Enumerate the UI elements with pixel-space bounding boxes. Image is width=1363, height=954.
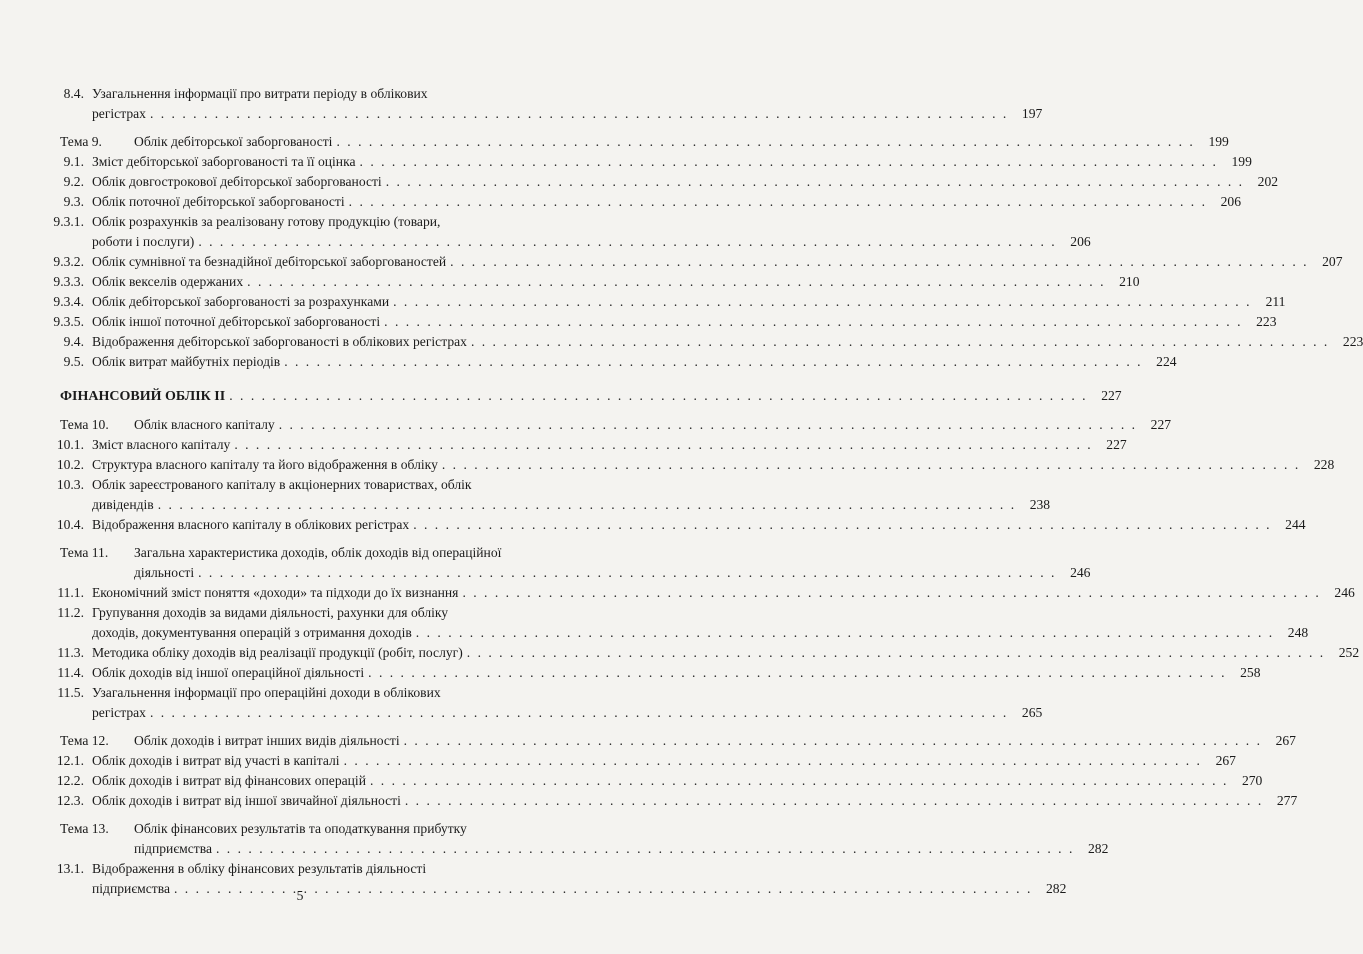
toc-entry-body xyxy=(92,771,1263,791)
toc-page-number: 282 xyxy=(1087,841,1109,856)
toc-entry-last-line xyxy=(134,563,1091,583)
toc-entry-title: діяльності xyxy=(134,565,195,580)
toc-entry xyxy=(0,84,1043,124)
dot-leader xyxy=(471,332,1329,352)
toc-page-number: 199 xyxy=(1231,154,1252,169)
toc-entry xyxy=(0,663,1261,683)
toc-page-number: 227 xyxy=(1101,388,1122,403)
toc-entry-title: підприємства xyxy=(134,841,212,856)
page-number: 5 xyxy=(296,888,304,903)
toc-entry xyxy=(0,603,1309,643)
toc-entry-last-line xyxy=(92,312,1277,332)
toc-page-number: 197 xyxy=(1021,106,1043,121)
toc-entry-body xyxy=(134,731,1296,751)
toc-entry-line: Групування доходів за видами діяльності, рахунки для обліку xyxy=(92,605,449,620)
toc-entry xyxy=(0,386,1122,407)
toc-entry xyxy=(0,132,1229,152)
dot-leader xyxy=(247,272,1105,292)
dot-leader xyxy=(150,104,1008,124)
toc-entry-body xyxy=(92,475,1051,515)
toc-entry xyxy=(0,791,1298,811)
toc-entry-title: Облік поточної дебіторської заборгованості xyxy=(92,194,345,209)
toc-page-number: 252 xyxy=(1338,645,1360,660)
toc-entry xyxy=(0,152,1252,172)
toc-entry-number: Тема 11. xyxy=(60,545,109,560)
toc-entry-body xyxy=(92,252,1343,272)
toc-entry-body xyxy=(92,212,1091,252)
toc-entry xyxy=(0,352,1177,372)
toc-entry-body xyxy=(134,132,1229,152)
toc-entry xyxy=(0,751,1236,771)
toc-entry-body xyxy=(92,172,1279,192)
toc-entry-line: Загальна характеристика доходів, облік доходів від операційної xyxy=(134,545,502,560)
toc-page-number: 244 xyxy=(1285,517,1306,532)
toc-entry-number: 12.1. xyxy=(56,753,84,768)
toc-entry-title: Облік іншої поточної дебіторської заборгованості xyxy=(92,314,381,329)
toc-entry-number: 13.1. xyxy=(56,861,84,876)
toc-entry-last-line xyxy=(92,643,1360,663)
dot-leader xyxy=(467,643,1325,663)
toc-entry xyxy=(0,332,1363,352)
toc-entry-last-line xyxy=(92,332,1363,352)
toc-page-number: 282 xyxy=(1045,881,1067,896)
toc-entry-last-line xyxy=(92,292,1286,312)
toc-entry-title: Облік витрат майбутніх періодів xyxy=(92,354,281,369)
toc-page-number: 246 xyxy=(1070,565,1091,580)
toc-entry-title: регістрах xyxy=(92,705,146,720)
toc-page-number: 248 xyxy=(1287,625,1309,640)
toc-entry xyxy=(0,475,1051,515)
toc-page-number: 277 xyxy=(1276,793,1298,808)
toc-page-number: 267 xyxy=(1275,733,1296,748)
toc-page-number: 210 xyxy=(1119,274,1140,289)
toc-entry-number: 11.1. xyxy=(57,585,84,600)
dot-leader xyxy=(405,791,1263,811)
toc-entry xyxy=(0,683,1043,723)
toc-page-number: 199 xyxy=(1208,134,1229,149)
toc-entry-last-line xyxy=(92,703,1043,723)
toc-entry xyxy=(0,272,1140,292)
dot-leader xyxy=(336,132,1194,152)
toc-entry-title: Облік доходів від іншої операційної діяльності xyxy=(92,665,365,680)
toc-entry-body xyxy=(60,386,1122,407)
toc-entry-number: 9.4. xyxy=(63,334,84,349)
toc-entry xyxy=(0,643,1360,663)
toc-entry-number: 9.3.2. xyxy=(53,254,84,269)
toc-entry-line: Облік зареєстрованого капіталу в акціонерних товариствах, облік xyxy=(92,477,472,492)
dot-leader xyxy=(386,172,1244,192)
toc-entry-body xyxy=(92,663,1261,683)
toc-entry-last-line xyxy=(134,731,1296,751)
toc-entry-title: регістрах xyxy=(92,106,146,121)
toc-page-number: 202 xyxy=(1257,174,1279,189)
toc-entry xyxy=(0,292,1286,312)
toc-page-number: 223 xyxy=(1342,334,1363,349)
toc-entry-body xyxy=(92,292,1286,312)
toc-entry-last-line xyxy=(92,252,1343,272)
toc-entry-number: 9.3.1. xyxy=(53,214,84,229)
toc-entry-last-line xyxy=(92,104,1043,124)
toc-entry-title: Облік довгострокової дебіторської заборгованості xyxy=(92,174,382,189)
toc-entry-number: 10.3. xyxy=(56,477,84,492)
toc-entry-body xyxy=(92,643,1360,663)
toc-entry-title: Відображення власного капіталу в облікових регістрах xyxy=(92,517,410,532)
toc-entry-last-line xyxy=(134,839,1109,859)
toc-entry-body xyxy=(92,192,1241,212)
toc-entry-last-line xyxy=(92,455,1335,475)
toc-entry-body xyxy=(92,152,1252,172)
toc-entry-title: Економічний зміст поняття «доходи» та підходи до їх визнання xyxy=(92,585,459,600)
toc-page-number: 246 xyxy=(1334,585,1355,600)
toc-entry-number: 9.3. xyxy=(63,194,84,209)
toc-entry-last-line xyxy=(92,495,1051,515)
toc-entry-last-line xyxy=(92,663,1261,683)
toc-entry xyxy=(0,455,1335,475)
toc-entry-number: Тема 9. xyxy=(60,134,102,149)
toc-page-number: 228 xyxy=(1313,457,1335,472)
toc-entry-last-line xyxy=(60,386,1122,407)
toc-entry-number: 11.2. xyxy=(57,605,84,620)
toc-entry-number: 9.3.4. xyxy=(53,294,84,309)
toc-entry-body xyxy=(92,455,1335,475)
dot-leader xyxy=(198,563,1056,583)
toc-entry-number: 9.3.5. xyxy=(53,314,84,329)
toc-entry-number: 12.3. xyxy=(56,793,84,808)
dot-leader xyxy=(216,839,1074,859)
toc-entry-title: Облік доходів і витрат від фінансових операцій xyxy=(92,773,366,788)
toc-entry-title: Зміст дебіторської заборгованості та її оцінка xyxy=(92,154,356,169)
toc-entry-title: Відображення дебіторської заборгованості в облікових регістрах xyxy=(92,334,467,349)
toc-entry xyxy=(0,415,1172,435)
toc-entry-body xyxy=(134,543,1091,583)
toc-entry-last-line xyxy=(92,272,1140,292)
dot-leader xyxy=(413,515,1271,535)
toc-entry-line: Узагальнення інформації про операційні доходи в облікових xyxy=(92,685,441,700)
toc-entry-last-line xyxy=(92,172,1279,192)
toc-entry-title: Зміст власного капіталу xyxy=(92,437,231,452)
dot-leader xyxy=(360,152,1218,172)
toc-page-number: 238 xyxy=(1029,497,1051,512)
toc-entry-title: дивідендів xyxy=(92,497,154,512)
toc-entry-number: 9.3.3. xyxy=(53,274,84,289)
toc-entry-last-line xyxy=(92,352,1177,372)
dot-leader xyxy=(370,771,1228,791)
toc-entry-number: 8.4. xyxy=(63,86,84,101)
toc-page-number: 227 xyxy=(1150,417,1172,432)
toc-entry-last-line xyxy=(92,435,1127,455)
toc-entry-number: 10.4. xyxy=(56,517,84,532)
toc-entry-body xyxy=(134,819,1109,859)
toc-entry-body xyxy=(134,415,1172,435)
toc-entry-body xyxy=(92,352,1177,372)
toc-entry-number: Тема 12. xyxy=(60,733,109,748)
dot-leader xyxy=(384,312,1242,332)
toc-entry-last-line xyxy=(92,771,1263,791)
toc-entry xyxy=(0,515,1306,535)
toc-entry-title: роботи і послуги) xyxy=(92,234,195,249)
toc-entry-last-line xyxy=(134,415,1172,435)
dot-leader xyxy=(158,495,1016,515)
toc-entry-last-line xyxy=(92,152,1252,172)
toc-page-number: 207 xyxy=(1322,254,1343,269)
toc-entry-title: Облік доходів і витрат від участі в капіталі xyxy=(92,753,340,768)
toc-entry-title: Облік дебіторської заборгованості xyxy=(134,134,333,149)
toc-entry-title: Облік векселів одержаних xyxy=(92,274,244,289)
toc-entry-last-line xyxy=(92,192,1241,212)
toc-entry-line: Облік фінансових результатів та оподаткування прибутку xyxy=(134,821,467,836)
toc-entry-last-line xyxy=(92,515,1306,535)
toc-entry xyxy=(0,312,1277,332)
table-of-contents xyxy=(0,84,1363,899)
dot-leader xyxy=(393,292,1251,312)
toc-entry xyxy=(0,212,1091,252)
toc-entry-body xyxy=(92,312,1277,332)
toc-entry-body xyxy=(92,751,1236,771)
toc-entry-number: 11.5. xyxy=(57,685,84,700)
toc-entry-body xyxy=(92,435,1127,455)
toc-entry xyxy=(0,435,1127,455)
toc-entry-line: Узагальнення інформації про витрати періоду в облікових xyxy=(92,86,428,101)
toc-entry-number: 12.2. xyxy=(56,773,84,788)
toc-entry xyxy=(0,252,1343,272)
toc-entry-number: 9.5. xyxy=(63,354,84,369)
toc-entry-number: Тема 10. xyxy=(60,417,109,432)
toc-entry-number: 9.2. xyxy=(63,174,84,189)
toc-entry-last-line xyxy=(92,583,1355,603)
toc-page-number: 224 xyxy=(1156,354,1177,369)
toc-entry-title: Облік сумнівної та безнадійної дебіторської заборгованостей xyxy=(92,254,447,269)
dot-leader xyxy=(462,583,1320,603)
dot-leader xyxy=(349,192,1207,212)
toc-entry xyxy=(0,543,1091,583)
toc-entry-title: Облік доходів і витрат від іншої звичайної діяльності xyxy=(92,793,401,808)
toc-entry-title: Облік власного капіталу xyxy=(134,417,275,432)
toc-entry-title: Методика обліку доходів від реалізації продукції (робіт, послуг) xyxy=(92,645,463,660)
dot-leader xyxy=(229,386,1087,406)
toc-entry-body xyxy=(92,583,1355,603)
dot-leader xyxy=(279,415,1137,435)
dot-leader xyxy=(234,435,1092,455)
dot-leader xyxy=(416,623,1274,643)
toc-page-number: 211 xyxy=(1265,294,1286,309)
toc-page-number: 223 xyxy=(1256,314,1277,329)
toc-entry xyxy=(0,192,1241,212)
toc-entry-number: Тема 13. xyxy=(60,821,109,836)
toc-entry xyxy=(0,172,1279,192)
toc-entry-title: доходів, документування операцій з отримання доходів xyxy=(92,625,412,640)
toc-entry-body xyxy=(92,683,1043,723)
toc-page-number: 270 xyxy=(1241,773,1263,788)
toc-entry-number: 10.2. xyxy=(56,457,84,472)
toc-entry-number: 10.1. xyxy=(56,437,84,452)
toc-entry-last-line xyxy=(92,751,1236,771)
dot-leader xyxy=(198,232,1056,252)
toc-page-number: 258 xyxy=(1240,665,1261,680)
toc-entry-body xyxy=(92,603,1309,643)
toc-entry xyxy=(0,771,1263,791)
toc-entry xyxy=(0,731,1296,751)
toc-entry-title: Структура власного капіталу та його відображення в обліку xyxy=(92,457,438,472)
toc-page-number: 206 xyxy=(1070,234,1091,249)
toc-page-number: 227 xyxy=(1106,437,1127,452)
toc-entry-body xyxy=(92,791,1298,811)
toc-entry-title: Облік дебіторської заборгованості за розрахунками xyxy=(92,294,390,309)
toc-entry-number: 11.4. xyxy=(57,665,84,680)
toc-entry-last-line xyxy=(134,132,1229,152)
part-title: ФІНАНСОВИЙ ОБЛІК ІІ xyxy=(60,389,226,404)
dot-leader xyxy=(150,703,1008,723)
toc-entry-title: підприємства xyxy=(92,881,170,896)
toc-entry-last-line xyxy=(92,232,1091,252)
toc-entry-last-line xyxy=(92,791,1298,811)
dot-leader xyxy=(368,663,1226,683)
toc-page-number: 265 xyxy=(1021,705,1043,720)
dot-leader xyxy=(404,731,1262,751)
toc-page-number: 267 xyxy=(1215,753,1236,768)
toc-entry xyxy=(0,583,1355,603)
toc-entry xyxy=(0,819,1109,859)
toc-entry-number: 9.1. xyxy=(63,154,84,169)
toc-entry-title: Облік доходів і витрат інших видів діяльності xyxy=(134,733,400,748)
dot-leader xyxy=(344,751,1202,771)
toc-entry-last-line xyxy=(92,623,1309,643)
toc-entry-number: 11.3. xyxy=(57,645,84,660)
dot-leader xyxy=(284,352,1142,372)
toc-entry-body xyxy=(92,332,1363,352)
toc-entry-body xyxy=(92,84,1043,124)
toc-entry-body xyxy=(92,272,1140,292)
toc-entry-line: Облік розрахунків за реалізовану готову продукцію (товари, xyxy=(92,214,441,229)
toc-entry-body xyxy=(92,515,1306,535)
toc-page-number: 206 xyxy=(1220,194,1241,209)
dot-leader xyxy=(442,455,1300,475)
dot-leader xyxy=(450,252,1308,272)
toc-entry-line: Відображення в обліку фінансових результатів діяльності xyxy=(92,861,427,876)
